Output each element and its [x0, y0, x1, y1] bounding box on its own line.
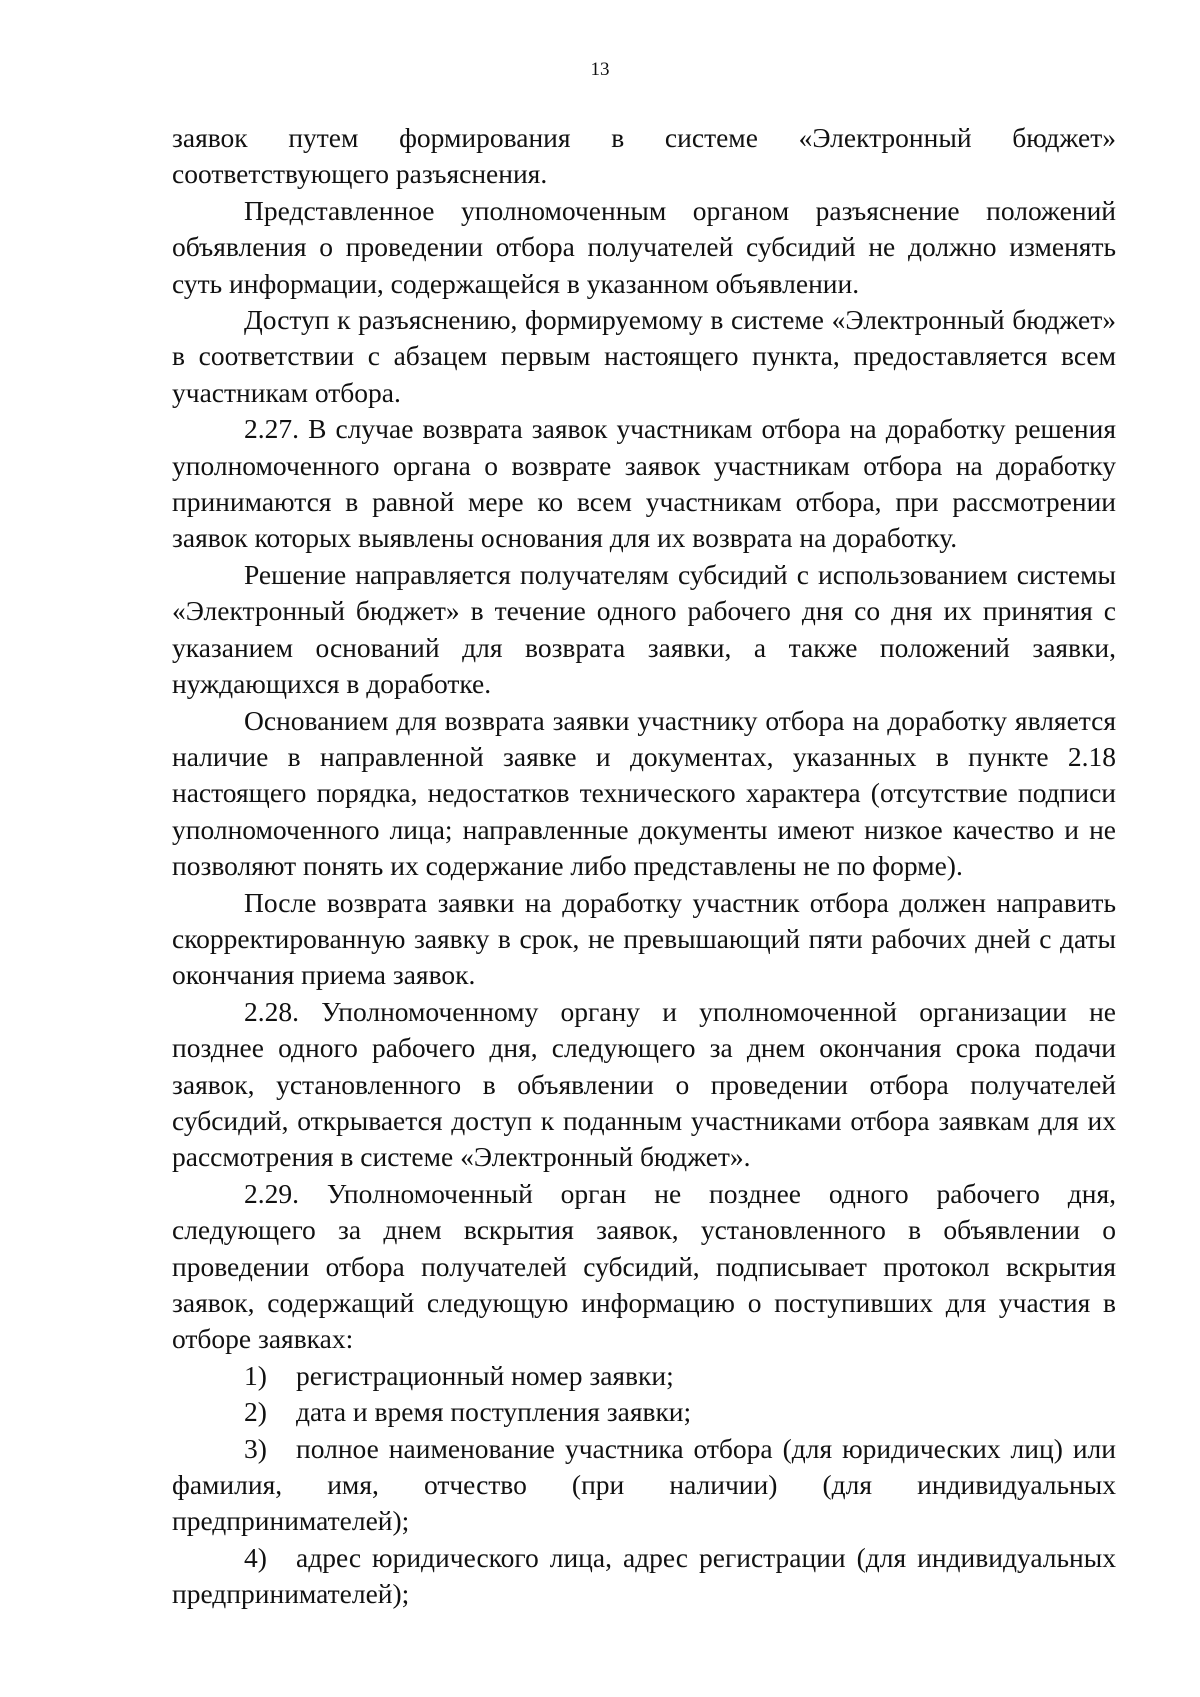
list-item-text: полное наименование участника отбора (для юридических лиц) или фамилия, имя, отчество (при наличии) (для индивидуальных предпринимателей); — [172, 1432, 1116, 1537]
list-item-number: 3) — [244, 1432, 267, 1464]
paragraph-after-return: После возврата заявки на доработку участник отбора должен направить скорректированную заявку в срок, не превышающий пяти рабочих дней с даты окончания приема заявок. — [172, 886, 1116, 991]
paragraph-2-27: 2.27. В случае возврата заявок участникам отбора на доработку решения уполномоченного органа о возврате заявок участникам отбора на доработку принимаются в равной мере ко всем участникам отбора, при рассмотрении заявок которых выявлены основания для их возврата на доработку. — [172, 413, 1116, 554]
paragraph-return-grounds: Основанием для возврата заявки участнику отбора на доработку является наличие в направленной заявке и документах, указанных в пункте 2.18 настоящего порядка, недостатков технического характера (отсутствие подписи уполномоченного лица; направленные документы имеют низкое качество и не позволяют понять их содержание либо представлены не по форме). — [172, 704, 1116, 882]
document-body — [172, 120, 1116, 1613]
list-item-text: адрес юридического лица, адрес регистрации (для индивидуальных предпринимателей); — [172, 1541, 1116, 1610]
list-item-text: регистрационный номер заявки; — [296, 1359, 674, 1391]
paragraph-clarification-access: Доступ к разъяснению, формируемому в системе «Электронный бюджет» в соответствии с абзацем первым настоящего пункта, предоставляется всем участникам отбора. — [172, 304, 1116, 408]
paragraph-2-28: 2.28. Уполномоченному органу и уполномоченной организации не позднее одного рабочего дня, следующего за днем окончания срока подачи заявок, установленного в объявлении о проведении отбора получателей субсидий, открывается доступ к поданным участниками отбора заявкам для их рассмотрения в системе «Электронный бюджет». — [172, 995, 1116, 1173]
list-item — [172, 1540, 1116, 1613]
paragraph-continuation: заявок путем формирования в системе «Электронный бюджет» соответствующего разъяснения. — [172, 122, 1116, 190]
paragraph-2-29: 2.29. Уполномоченный орган не позднее одного рабочего дня, следующего за днем вскрытия заявок, установленного в объявлении о проведении отбора получателей субсидий, подписывает протокол вскрытия заявок, содержащий следующую информацию о поступивших для участия в отборе заявках: — [172, 1177, 1116, 1355]
list-item — [172, 1431, 1116, 1540]
list-item — [172, 1394, 1116, 1430]
list-item-number: 1) — [244, 1359, 267, 1391]
list-item-number: 2) — [244, 1396, 267, 1428]
list-item-number: 4) — [244, 1541, 267, 1573]
list-item-text: дата и время поступления заявки; — [296, 1396, 692, 1428]
list-item — [172, 1358, 1116, 1394]
paragraph-clarification-content: Представленное уполномоченным органом разъяснение положений объявления о проведении отбора получателей субсидий не должно изменять суть информации, содержащейся в указанном объявлении. — [172, 194, 1116, 299]
page-number: 13 — [590, 59, 610, 80]
paragraph-decision-sent: Решение направляется получателям субсидий с использованием системы «Электронный бюджет» в течение одного рабочего дня со дня их принятия с указанием оснований для возврата заявки, а также положений заявки, нуждающихся в доработке. — [172, 558, 1116, 700]
